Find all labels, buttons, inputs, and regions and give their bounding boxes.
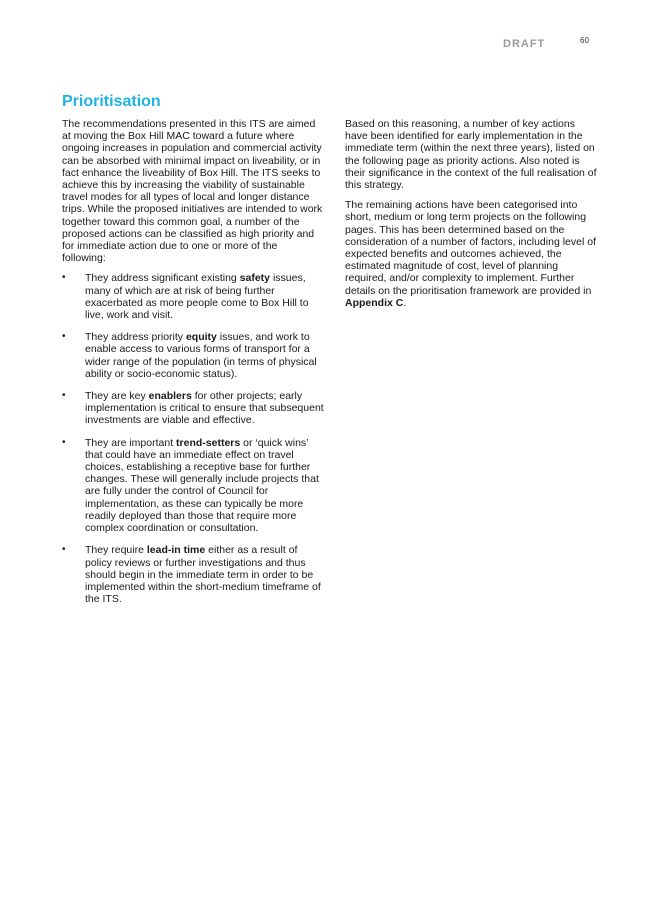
list-item	[62, 544, 324, 605]
bullet-text: They address significant existing	[85, 272, 240, 285]
bullet-text: They require	[85, 544, 147, 557]
intro-paragraph: The recommendations presented in this ITS are aimed at moving the Box Hill MAC toward a future where ongoing increases in population and commercial activity can be absorbed with minimal impact on liveability, or in fact enhance the liveability of Box Hill. The ITS seeks to achieve this by increasing the viability of sustainable travel modes for all types of local and longer distance trips. While the proposed initiatives are intended to work together toward this common goal, a number of the proposed actions can be classified as high priority and for immediate action due to one or more of the following:	[62, 118, 323, 265]
right-column	[345, 118, 597, 317]
bullet-keyword: safety	[239, 272, 271, 285]
categorisation-paragraph	[345, 199, 597, 309]
list-item	[62, 437, 324, 535]
appendix-reference: Appendix C	[345, 296, 404, 309]
bullet-icon: •	[62, 331, 66, 343]
bullet-icon: •	[62, 390, 66, 402]
bullet-icon: •	[62, 544, 66, 556]
bullet-text: They are important	[85, 436, 177, 449]
list-item	[62, 390, 324, 427]
bullet-text: or ‘quick wins’ that could have an immediate effect on travel choices, establishing a receptive base for further changes. These will generally include projects that are fully under the control of Council for implementation, as these can typically be more readily deployed than those that require more complex coordination or consultation.	[85, 436, 319, 535]
bullet-icon: •	[62, 436, 66, 448]
bullet-keyword: enablers	[148, 390, 192, 403]
paragraph-text: The remaining actions have been categorised into short, medium or long term projects on the following pages. This has been determined based on the consideration of a number of factors, including level of expected benefits and outcomes achieved, the estimated magnitude of cost, level of planning required, and/or complexity to implement. Further details on the prioritisation framework are provided in	[345, 199, 596, 297]
page-number: 60	[580, 36, 589, 45]
paragraph-text: .	[403, 296, 407, 309]
bullet-text: They are key	[85, 390, 149, 403]
priority-criteria-list	[62, 272, 324, 605]
reasoning-paragraph: Based on this reasoning, a number of key actions have been identified for early implementation in the immediate term (within the next three years), listed on the following page as priority actions. Also noted is their significance in the context of the full realisation of this strategy.	[345, 118, 597, 192]
bullet-text: They address priority	[85, 331, 186, 344]
bullet-keyword: lead-in time	[146, 544, 206, 557]
bullet-keyword: equity	[185, 331, 217, 344]
section-title: Prioritisation	[62, 93, 161, 110]
list-item	[62, 272, 324, 321]
bullet-text: for other projects; early implementation is critical to ensure that subsequent investments are viable and effective.	[85, 390, 324, 427]
draft-watermark: DRAFT	[503, 38, 546, 50]
left-column	[62, 118, 324, 615]
list-item	[62, 331, 324, 380]
bullet-text: issues, many of which are at risk of being further exacerbated as more people come to Box Hill to live, work and visit.	[85, 272, 309, 322]
bullet-text: either as a result of policy reviews or further investigations and thus should begin in the immediate term in order to be implemented within the short-medium timeframe of the ITS.	[85, 544, 321, 606]
bullet-icon: •	[62, 272, 66, 284]
bullet-text: issues, and work to enable access to various forms of transport for a wider range of the population (in terms of physical ability or socio-economic status).	[85, 331, 317, 380]
bullet-keyword: trend-setters	[176, 436, 241, 449]
